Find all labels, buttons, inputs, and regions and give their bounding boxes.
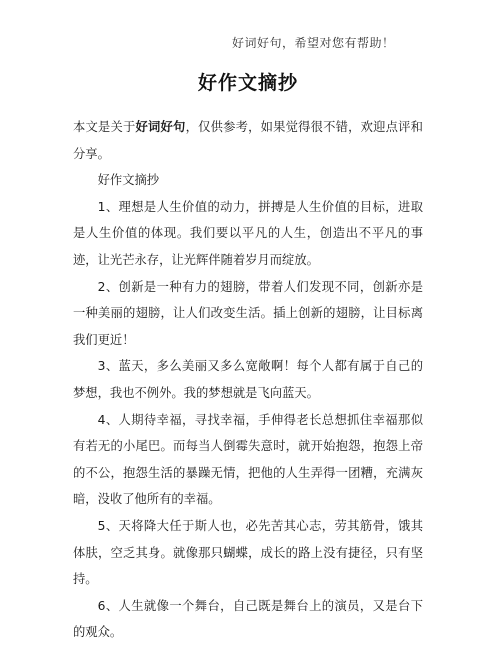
paragraph-2: 2、创新是一种有力的翅膀，带着人们发现不同，创新亦是一种美丽的翅膀，让人们改变生活。插上创新的翅膀，让目标离我们更近！: [73, 279, 423, 347]
header-note: 好词好句，希望对您有帮助！: [232, 36, 395, 50]
paragraph-4: 4、人期待幸福，寻找幸福，手伸得老长总想抓住幸福那似有若无的小尾巴。而每当人倒霉失意时，就开始抱怨，抱怨上帝的不公，抱怨生活的暴躁无情，把他的人生弄得一团糟，充满灰暗，没收了他所有的幸福。: [73, 412, 423, 507]
document-body: [73, 114, 423, 646]
intro-prefix: 本文是关于: [73, 120, 136, 134]
intro-suffix: ，仅供参考，如果觉得很不错，欢迎点评和分享。: [73, 120, 423, 161]
intro-keyword: 好词好句: [135, 120, 186, 134]
paragraph-5: 5、天将降大任于斯人也，必先苦其心志，劳其筋骨，饿其体肤，空乏其身。就像那只蝴蝶，成长的路上没有捷径，只有坚持。: [73, 518, 423, 587]
paragraph-6: 6、人生就像一个舞台，自己既是舞台上的演员，又是台下的观众。: [73, 598, 423, 640]
section-subtitle: 好作文摘抄: [97, 173, 160, 188]
paragraph-1: 1、理想是人生价值的动力，拼搏是人生价值的目标，进取是人生价值的体现。我们要以平凡的人生，创造出不平凡的事迹，让光芒永存，让光辉伴随着岁月而绽放。: [73, 199, 423, 267]
intro-paragraph: [73, 114, 423, 167]
paragraph-3: 3、蓝天，多么美丽又多么宽敞啊！每个人都有属于自己的梦想，我也不例外。我的梦想就是飞向蓝天。: [73, 359, 423, 400]
page-title: 好作文摘抄: [197, 72, 298, 94]
